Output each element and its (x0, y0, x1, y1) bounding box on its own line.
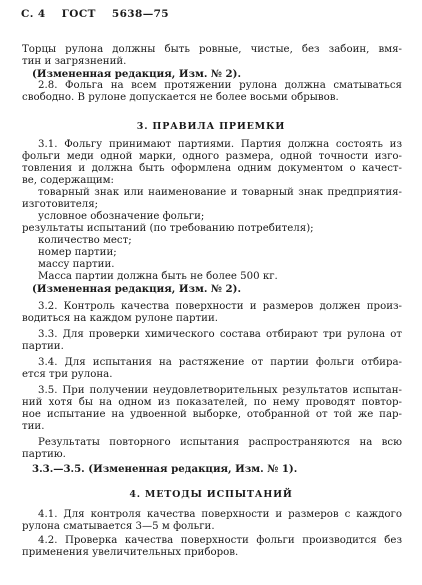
amendment-note: 3.3.—3.5. (Измененная редакция, Изм. № 1). (32, 463, 298, 475)
text-line: номер партии; (38, 247, 117, 258)
section-heading: 3. ПРАВИЛА ПРИЕМКИ (136, 121, 286, 132)
text-line: тии. (22, 421, 45, 432)
text-line: 3.5. При получении неудовлетворительных результатов испытан- (38, 385, 402, 396)
text-line: 3.3. Для проверки химического состава отбирают три рулона от (38, 329, 402, 340)
text-line: ве, содержащим: (22, 175, 114, 186)
text-line: ется три рулона. (22, 369, 113, 380)
text-line: тин и загрязнений. (22, 56, 127, 67)
text-line: рулона сматывается 3—5 м фольги. (22, 521, 215, 532)
text-line: партии. (22, 341, 64, 352)
page-header (21, 8, 181, 20)
text-line: массу партии. (38, 259, 115, 270)
text-line: изготовителя; (22, 199, 99, 210)
text-line: Результаты повторного испытания распространяются на всю (38, 437, 402, 448)
text-line: партию. (22, 449, 66, 460)
standard-number: 5638—75 (111, 8, 170, 20)
text-line: водиться на каждом рулоне партии. (22, 313, 218, 324)
text-line: 2.8. Фольга на всем протяжении рулона должна сматываться (38, 80, 402, 91)
text-line: условное обозначение фольги; (38, 211, 205, 222)
text-line: 3.2. Контроль качества поверхности и размеров должен произ- (38, 301, 402, 312)
text-line: Торцы рулона должны быть ровные, чистые, без забоин, вмя- (22, 44, 402, 55)
text-line: товления и должна быть оформлена одним документом о качест- (22, 163, 402, 174)
text-line: 3.1. Фольгу принимают партиями. Партия должна состоять из (38, 139, 402, 150)
text-line: ний хотя бы на одном из показателей, по нему проводят повтор- (22, 397, 402, 408)
standard-label: ГОСТ (61, 8, 96, 20)
text-line: 4.2. Проверка качества поверхности фольги производится без (38, 535, 402, 546)
section-heading: 4. МЕТОДЫ ИСПЫТАНИЙ (129, 489, 293, 500)
text-line: товарный знак или наименование и товарный знак предприятия- (38, 187, 402, 198)
amendment-note: (Измененная редакция, Изм. № 2). (32, 283, 242, 295)
text-line: ное испытание на удвоенной выборке, отобранной от той же пар- (22, 409, 402, 420)
text-line: применения увеличительных приборов. (22, 547, 239, 558)
page-marker: С. 4 (21, 8, 46, 20)
text-line: фольги меди одной марки, одного размера, одной точности изго- (22, 151, 402, 162)
text-line: 4.1. Для контроля качества поверхности и размеров с каждого (38, 509, 402, 520)
text-line: результаты испытаний (по требованию потребителя); (22, 223, 314, 234)
amendment-note: (Измененная редакция, Изм. № 2). (32, 68, 242, 80)
text-line: свободно. В рулоне допускается не более восьми обрывов. (22, 92, 339, 103)
text-line: Масса партии должна быть не более 500 кг. (38, 271, 278, 282)
text-line: количество мест; (38, 235, 132, 246)
text-line: 3.4. Для испытания на растяжение от партии фольги отбира- (38, 357, 402, 368)
